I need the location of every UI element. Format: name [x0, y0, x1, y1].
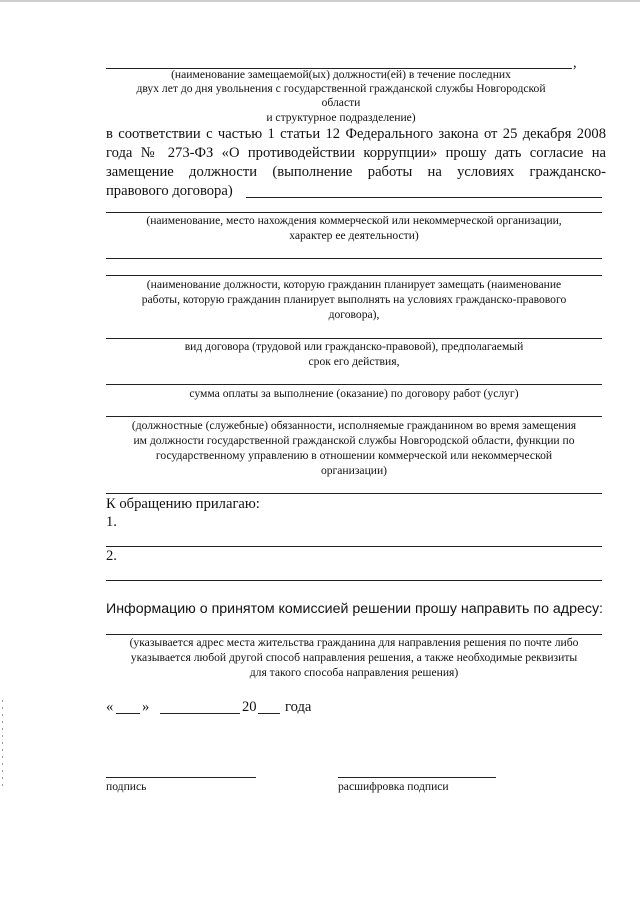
duties-caption-3: государственному управлению в отношении коммерческой или некоммерческой — [155, 449, 553, 462]
signature-label: подпись — [106, 780, 147, 793]
org-caption-2: характер ее деятельности) — [289, 229, 419, 242]
address-caption-1: (указывается адрес места жительства гражданина для направления решения по почте либо — [129, 636, 579, 649]
scan-margin-marks — [2, 700, 3, 790]
job-caption-1: (наименование должности, которую гражданин планирует замещать (наименование — [146, 278, 562, 291]
job-fill-line-1[interactable] — [106, 258, 602, 259]
attachments-heading: К обращению прилагаю: — [106, 496, 260, 512]
org-caption-1: (наименование, место нахождения коммерческой или некоммерческой организации, — [146, 214, 562, 227]
signature-transcript-field[interactable] — [338, 777, 496, 778]
date-year-word: года — [285, 699, 312, 715]
duties-fill-line[interactable] — [106, 416, 602, 417]
signature-transcript-label: расшифровка подписи — [338, 780, 449, 793]
date-month-field[interactable] — [160, 713, 240, 714]
position-caption-3: области — [321, 96, 361, 109]
contract-caption-1: вид договора (трудовой или гражданско-правовой), предполагаемый — [184, 340, 524, 353]
duties-caption-2: им должности государственной гражданской службы Новгородской области, функции по — [133, 434, 575, 447]
attachment-item-1: 1. — [106, 514, 117, 530]
address-caption-3: для такого способа направления решения) — [249, 666, 459, 679]
request-line-3: замещение должности (выполнение работы на условиях гражданско- — [106, 164, 606, 180]
payment-caption: сумма оплаты за выполнение (оказание) по договору работ (услуг) — [189, 387, 519, 400]
payment-fill-line[interactable] — [106, 384, 602, 385]
contract-caption-2: срок его действия, — [308, 355, 400, 368]
address-fill-line[interactable] — [106, 634, 602, 635]
attachment-fill-line-2[interactable] — [106, 580, 602, 581]
contract-fill-line[interactable] — [246, 197, 602, 198]
duties-caption-1: (должностные (служебные) обязанности, исполняемые гражданином во время замещения — [131, 419, 577, 432]
position-caption-4: и структурное подразделение) — [266, 111, 416, 124]
attachment-fill-line-1[interactable] — [106, 546, 602, 547]
request-line-1: в соответствии с частью 1 статьи 12 Федерального закона от 25 декабря 2008 — [106, 126, 606, 142]
duties-caption-4: организации) — [320, 464, 388, 477]
request-line-2: года № 273-ФЗ «О противодействии коррупции» прошу дать согласие на — [106, 145, 606, 161]
date-day-field[interactable] — [116, 713, 140, 714]
job-caption-3: договора), — [328, 308, 380, 321]
attachments-top-line — [106, 493, 602, 494]
request-line-4: правового договора) — [106, 183, 233, 199]
position-comma: , — [573, 55, 577, 71]
attachment-item-2: 2. — [106, 548, 117, 564]
job-fill-line-2[interactable] — [106, 275, 602, 276]
position-caption-2: двух лет до дня увольнения с государственной гражданской службы Новгородской — [136, 82, 546, 95]
date-close-quote: » — [142, 699, 150, 715]
contract-type-fill-line[interactable] — [106, 338, 602, 339]
scan-top-edge — [0, 0, 640, 2]
address-request: Информацию о принятом комиссией решении прошу направить по адресу: — [106, 601, 603, 617]
organization-fill-line[interactable] — [106, 212, 602, 213]
date-open-quote: « — [106, 699, 114, 715]
date-year-field[interactable] — [258, 713, 280, 714]
address-caption-2: указывается любой другой способ направления решения, а также необходимые реквизиты — [130, 651, 578, 664]
job-caption-2: работы, которую гражданин планирует выполнять на условиях гражданско-правового — [141, 293, 567, 306]
signature-field[interactable] — [106, 777, 256, 778]
date-century: 20 — [242, 699, 257, 715]
position-caption-1: (наименование замещаемой(ых) должности(ей) в течение последних — [171, 68, 511, 81]
